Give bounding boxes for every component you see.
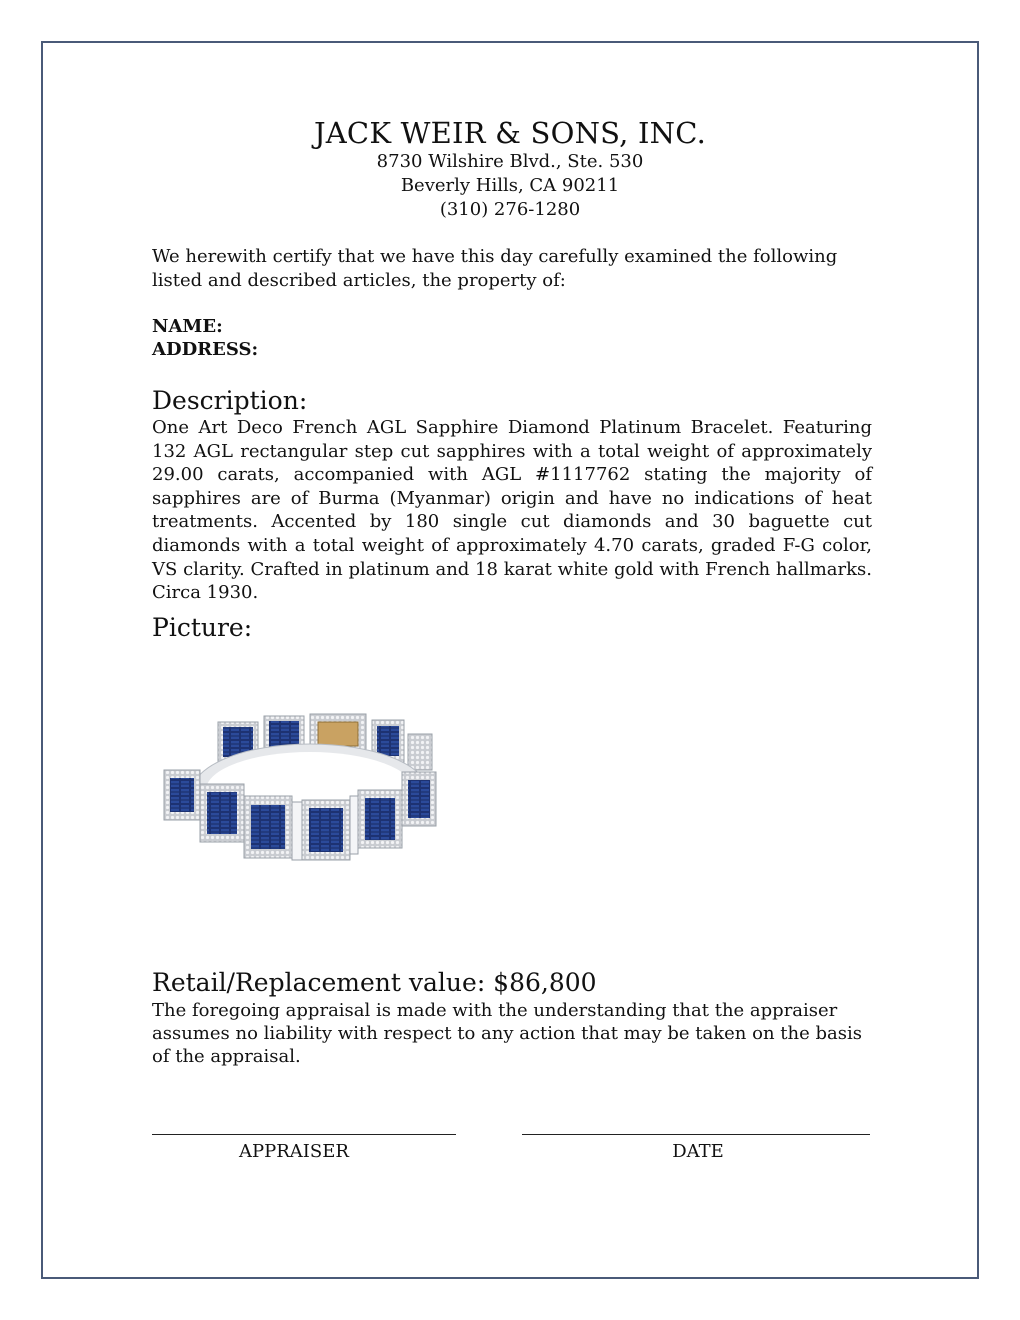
address-line-1: 8730 Wilshire Blvd., Ste. 530 — [376, 151, 644, 172]
retail-value: Retail/Replacement value: $86,800 — [152, 968, 597, 997]
document-border — [41, 41, 979, 1279]
appraiser-label: APPRAISER — [239, 1141, 349, 1162]
description-heading: Description: — [152, 386, 308, 415]
certification-intro: We herewith certify that we have this day carefully examined the following listed and described articles, the property of: — [152, 246, 838, 291]
phone-number: (310) 276-1280 — [439, 199, 581, 220]
picture-heading: Picture: — [152, 613, 253, 642]
address-label: ADDRESS: — [152, 339, 259, 360]
name-label: NAME: — [152, 316, 223, 337]
date-signature-line — [522, 1134, 870, 1135]
appraiser-signature-line — [152, 1134, 456, 1135]
disclaimer-text: The foregoing appraisal is made with the understanding that the appraiser assumes no liability with respect to any action that may be taken on the basis of the appraisal. — [152, 1000, 862, 1067]
description-text: One Art Deco French AGL Sapphire Diamond Platinum Bracelet. Featuring 132 AGL rectangular step cut sapphires with a total weight of approximately 29.00 carats, accompanied with AGL #1117762 stating the majority of sapphires are of Burma (Myanmar) origin and have no indications of heat treatments. Accented by 180 single cut diamonds and 30 baguette cut diamonds with a total weight of approximately 4.70 carats, graded F-G color, VS clarity. Crafted in platinum and 18 karat white gold with French hallmarks. Circa 1930. — [152, 417, 872, 604]
address-line-2: Beverly Hills, CA 90211 — [400, 175, 620, 196]
date-label: DATE — [672, 1141, 724, 1162]
bracelet-photo — [160, 700, 450, 875]
company-name: JACK WEIR & SONS, INC. — [313, 116, 707, 150]
